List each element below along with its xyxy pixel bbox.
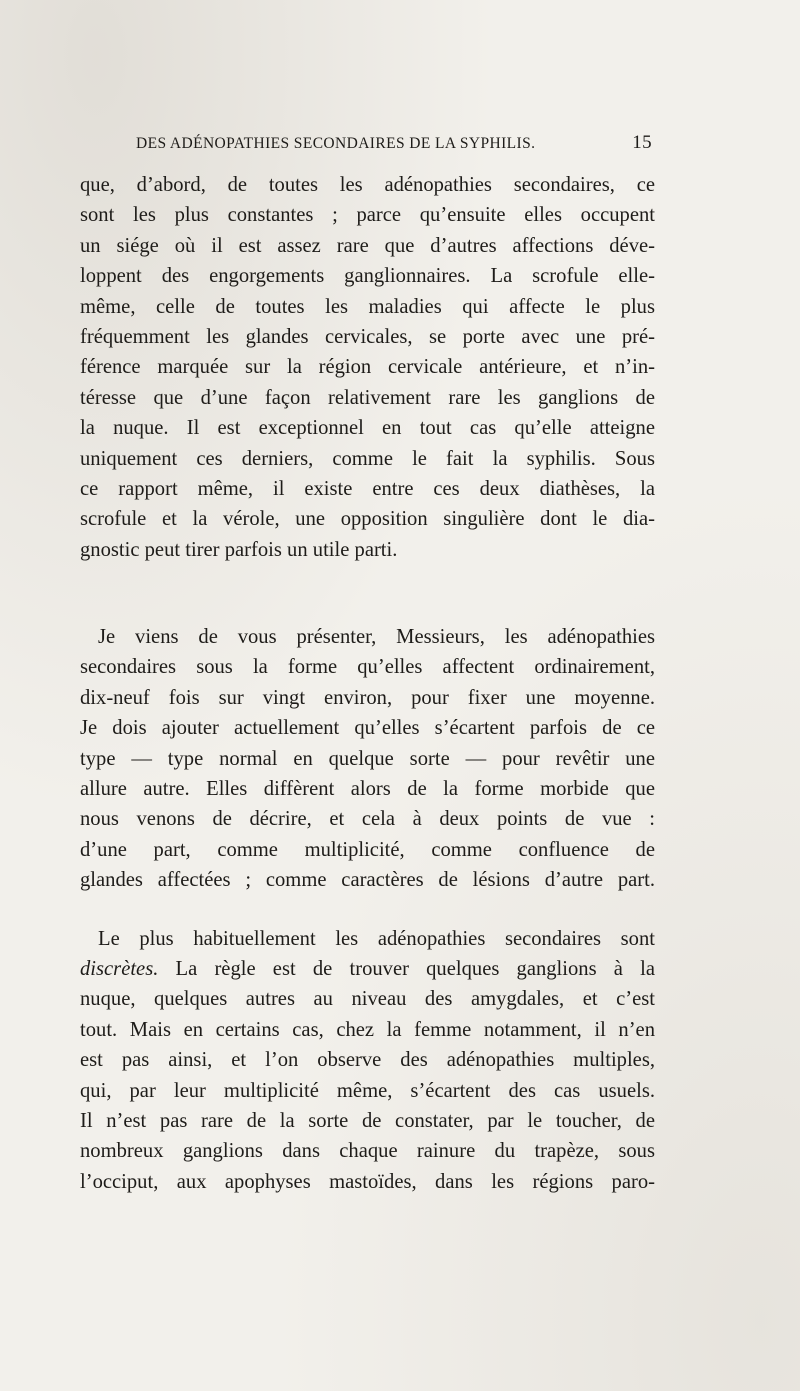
text-line: type — type normal en quelque sorte — pour revêtir une [80, 747, 655, 770]
text-line: Il n’est pas rare de la sorte de constater, par le toucher, de [80, 1109, 655, 1132]
text-line: nous venons de décrire, et cela à deux points de vue : [80, 808, 655, 831]
text-line: qui, par leur multiplicité même, s’écartent des cas usuels. [80, 1079, 655, 1102]
text-line: Je viens de vous présenter, Messieurs, les adénopathies [98, 626, 655, 649]
text-line: Je dois ajouter actuellement qu’elles s’écartent parfois de ce [80, 717, 655, 740]
text-line: fréquemment les glandes cervicales, se porte avec une pré- [80, 325, 655, 348]
text-line: sont les plus constantes ; parce qu’ensuite elles occupent [80, 204, 655, 227]
text-line: ce rapport même, il existe entre ces deux diathèses, la [80, 477, 655, 500]
text-line: que, d’abord, de toutes les adénopathies secondaires, ce [80, 174, 655, 196]
text-line: uniquement ces derniers, comme le fait la syphilis. Sous [80, 447, 655, 470]
text-line: même, celle de toutes les maladies qui affecte le plus [80, 295, 655, 318]
text-line: la nuque. Il est exceptionnel en tout cas qu’elle atteigne [80, 417, 655, 440]
text-line: tout. Mais en certains cas, chez la femme notamment, il n’en [80, 1018, 655, 1041]
text-line: allure autre. Elles diffèrent alors de la forme morbide que [80, 778, 655, 801]
text-line: Le plus habituellement les adénopathies secondaires sont [98, 927, 655, 950]
running-head [136, 132, 656, 154]
text-line: secondaires sous la forme qu’elles affectent ordinairement, [80, 656, 655, 679]
paragraph-gap [80, 565, 655, 622]
text-line: téresse que d’une façon relativement rare les ganglions de [80, 386, 655, 409]
paragraph-1 [80, 170, 655, 565]
paragraph-3 [80, 924, 655, 1198]
text-line: nombreux ganglions dans chaque rainure du trapèze, sous [80, 1140, 655, 1163]
paragraph-gap [80, 896, 655, 924]
text-line: scrofule et la vérole, une opposition singulière dont le dia- [80, 508, 655, 531]
body-text [80, 170, 655, 1197]
running-title: DES ADÉNOPATHIES SECONDAIRES DE LA SYPHILIS. [136, 135, 536, 152]
page-number: 15 [632, 132, 652, 153]
text-line: glandes affectées ; comme caractères de lésions d’autre part. [80, 869, 655, 892]
text-line: l’occiput, aux apophyses mastoïdes, dans les régions paro- [80, 1170, 655, 1193]
text-line-rest: La règle est de trouver quelques ganglions à la [175, 957, 655, 980]
italic-emphasis: discrètes. [80, 957, 159, 980]
text-line: un siége où il est assez rare que d’autres affections déve- [80, 234, 655, 257]
text-line: gnostic peut tirer parfois un utile parti. [80, 538, 398, 561]
text-line [80, 954, 655, 984]
text-line: est pas ainsi, et l’on observe des adénopathies multiples, [80, 1049, 655, 1072]
text-line: d’une part, comme multiplicité, comme confluence de [80, 838, 655, 861]
text-line: nuque, quelques autres au niveau des amygdales, et c’est [80, 988, 655, 1011]
text-line: férence marquée sur la région cervicale antérieure, et n’in- [80, 356, 655, 379]
text-line: dix-neuf fois sur vingt environ, pour fixer une moyenne. [80, 686, 655, 709]
paragraph-2 [80, 622, 655, 896]
text-line: loppent des engorgements ganglionnaires. La scrofule elle- [80, 265, 655, 288]
